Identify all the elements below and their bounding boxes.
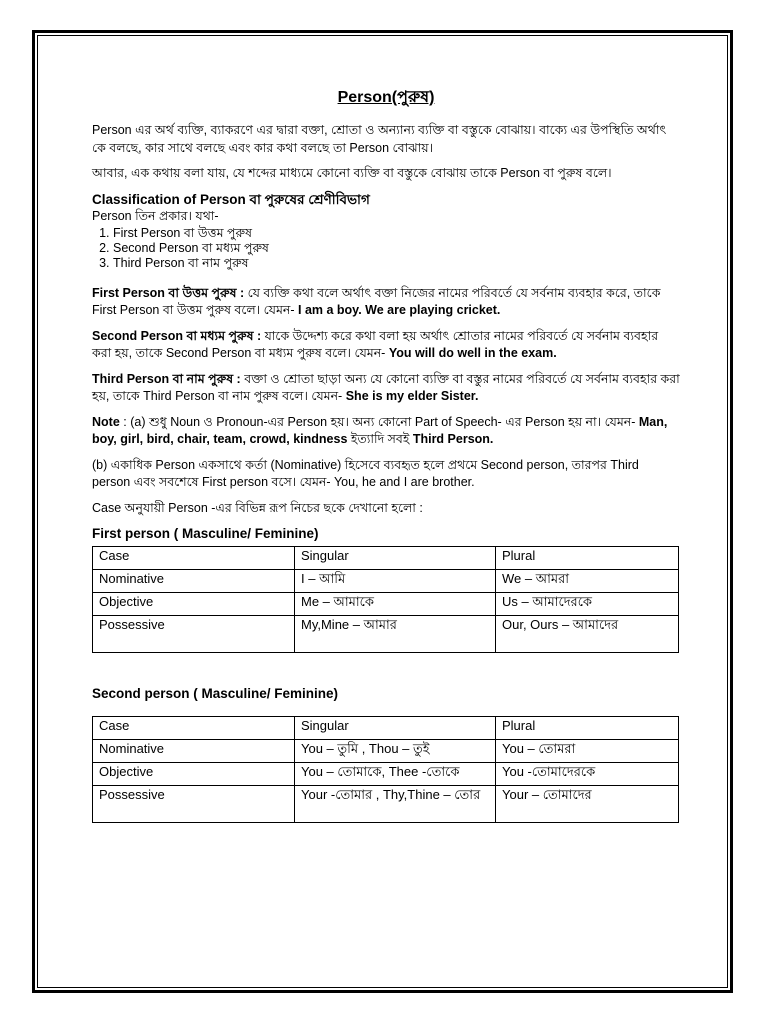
- table-cell: Your – তোমাদের: [496, 786, 679, 823]
- list-item: 2. Second Person বা মধ্যম পুরুষ: [113, 241, 680, 256]
- first-person-definition: [92, 285, 680, 320]
- table-row: [93, 592, 679, 615]
- second-person-table: [92, 716, 679, 823]
- third-person-example: She is my elder Sister.: [345, 389, 479, 403]
- table-row: [93, 786, 679, 823]
- document-title: Person(পুরুষ): [337, 89, 435, 106]
- table-cell: Our, Ours – আমাদের: [496, 615, 679, 652]
- third-person-text: বক্তা ও শ্রোতা ছাড়া অন্য যে কোনো ব্যক্তি বা বস্তুর নামের পরিবর্তে যে সর্বনাম ব্যবহার করা হয়, তাকে Third Person বা নাম পুরুষ বলে। যেমন-: [92, 371, 680, 403]
- table-header-cell: Case: [93, 717, 295, 740]
- first-person-example: I am a boy. We are playing cricket.: [298, 303, 501, 317]
- second-person-table-title: Second person ( Masculine/ Feminine): [92, 685, 339, 701]
- table-cell: You -তোমাদেরকে: [496, 763, 679, 786]
- table-row: [93, 763, 679, 786]
- first-person-table: [92, 546, 679, 653]
- classification-list: [92, 226, 680, 271]
- table-row: [93, 569, 679, 592]
- table-row: [93, 615, 679, 652]
- first-person-label: First Person বা উত্তম পুরুষ :: [92, 285, 245, 300]
- table-cell: You – তোমরা: [496, 740, 679, 763]
- table-cell: We – আমরা: [496, 569, 679, 592]
- table-header-cell: Plural: [496, 546, 679, 569]
- table-cell: Nominative: [93, 740, 295, 763]
- table-cell: My,Mine – আমার: [295, 615, 496, 652]
- note-a-examples: Man, boy, girl, bird, chair, team, crowd, kindness: [92, 414, 668, 446]
- classification-intro: Person তিন প্রকার। যথা-: [92, 209, 219, 223]
- table-cell: Objective: [93, 763, 295, 786]
- table-header-cell: Singular: [295, 546, 496, 569]
- first-person-text: যে ব্যক্তি কথা বলে অর্থাৎ বক্তা নিজের নামের পরিবর্তে যে সর্বনাম ব্যবহার করে, তাকে First Person বা উত্তম পুরুষ বলে। যেমন-: [92, 285, 661, 317]
- document-body: [92, 88, 680, 823]
- note-a-text: : (a) শুধু Noun ও Pronoun-এর Person হয়। অন্য কোনো Part of Speech- এর Person হয় না। যেমন-: [123, 414, 636, 429]
- table-cell: Objective: [93, 592, 295, 615]
- table-header-cell: Plural: [496, 717, 679, 740]
- table-cell: Me – আমাকে: [295, 592, 496, 615]
- table-header-cell: Case: [93, 546, 295, 569]
- table-cell: You – তোমাকে, Thee -তোকে: [295, 763, 496, 786]
- classification-heading: Classification of Person বা পুরুষের শ্রেণীবিভাগ: [92, 191, 370, 207]
- table-cell: Us – আমাদেরকে: [496, 592, 679, 615]
- third-person-label: Third Person বা নাম পুরুষ :: [92, 371, 241, 386]
- note-b: (b) একাধিক Person একসাথে কর্তা (Nominative) হিসেবে ব্যবহৃত হলে প্রথমে Second person, তারপর Third person এবং সবশেষে First person বসে। যেমন- You, he and I are brother.: [92, 457, 639, 489]
- second-person-label: Second Person বা মধ্যম পুরুষ :: [92, 328, 262, 343]
- second-person-text: যাকে উদ্দেশ্য করে কথা বলা হয় অর্থাৎ শ্রোতার নামের পরিবর্তে যে সর্বনাম ব্যবহার করা হয়, তাকে Second Person বা মধ্যম পুরুষ বলে। যেমন-: [92, 328, 659, 360]
- table-header-row: [93, 546, 679, 569]
- case-line: Case অনুযায়ী Person -এর বিভিন্ন রূপ নিচের ছকে দেখানো হলো :: [92, 500, 423, 515]
- note-a: [92, 414, 680, 449]
- table-header-row: [93, 717, 679, 740]
- table-cell: You – তুমি , Thou – তুই: [295, 740, 496, 763]
- note-label: Note: [92, 414, 120, 429]
- third-person-definition: [92, 371, 680, 406]
- second-person-example: You will do well in the exam.: [388, 346, 557, 360]
- list-item: 1. First Person বা উত্তম পুরুষ: [113, 226, 680, 241]
- table-header-cell: Singular: [295, 717, 496, 740]
- second-person-definition: [92, 328, 680, 363]
- table-cell: Nominative: [93, 569, 295, 592]
- note-a-text-end: ইত্যাদি সবই: [350, 432, 410, 446]
- definition-paragraph: আবার, এক কথায় বলা যায়, যে শব্দের মাধ্যমে কোনো ব্যক্তি বা বস্তুকে বোঝায় তাকে Person বা পুরুষ বলে।: [92, 166, 612, 180]
- intro-paragraph: Person এর অর্থ ব্যক্তি, ব্যাকরণে এর দ্বারা বক্তা, শ্রোতা ও অন্যান্য ব্যক্তি বা বস্তুকে বোঝায়। বাক্যে এর উপস্থিতি অর্থাৎ কে বলছে, কার সাথে বলছে এবং কার কথা বলছে তা Person বোঝায়।: [92, 123, 667, 155]
- note-a-third-person: Third Person.: [412, 432, 494, 446]
- table-cell: Possessive: [93, 786, 295, 823]
- table-cell: Possessive: [93, 615, 295, 652]
- spacer: [92, 653, 680, 679]
- table-row: [93, 740, 679, 763]
- table-cell: Your -তোমার , Thy,Thine – তোর: [295, 786, 496, 823]
- list-item: 3. Third Person বা নাম পুরুষ: [113, 256, 680, 271]
- first-person-table-title: First person ( Masculine/ Feminine): [92, 526, 319, 541]
- table-cell: I – আমি: [295, 569, 496, 592]
